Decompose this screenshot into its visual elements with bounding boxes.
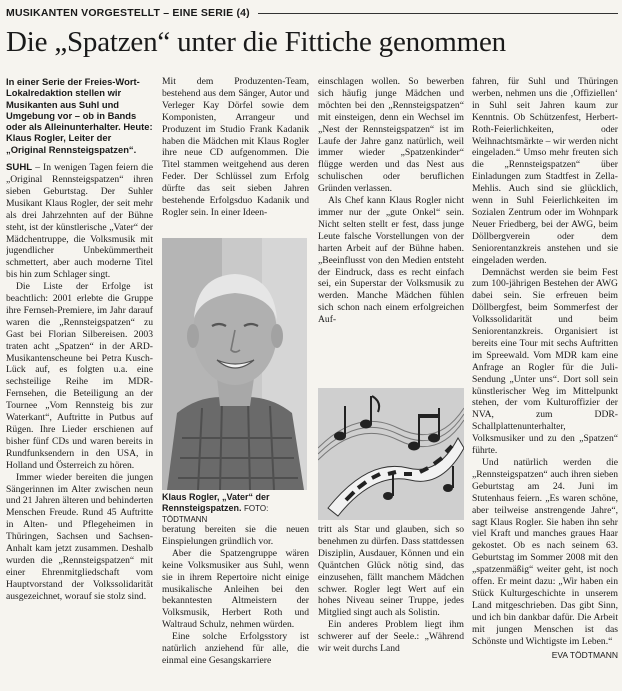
body-paragraph: Aber die Spatzengruppe wären keine Volksmusiker aus Suhl, wenn sie in ihrem Repertoire nicht einige musikalische Anleihen bei den bekanntesten Altmeistern der Volksmusik, Herbert Roth und Waltraud Schulz, nehmen würden. — [162, 547, 309, 631]
portrait-illustration — [162, 238, 307, 490]
body-paragraph: Mit dem Produzenten-Team, bestehend aus dem Sänger, Autor und Verleger Kay Dörfel sowie dem Komponisten, Arrangeur und Produzent im Studio Frank Kadanik haben die Mädchen mit Klaus Rogler ihre neue CD aufgenommen. Die Titel stammen weitgehend aus deren Feder. Der Schlüssel zum Erfolg dürfte das seit sieben Jahren bestehende Erfolgsduo Kadanik und Rogler sein. In einer Ideen- — [162, 76, 309, 218]
body-paragraph: fahren, für Suhl und Thüringen werben, nehmen uns die ‚Offiziellen‘ in Suhl seit Jahren kaum zur Kenntnis. Ob Schützenfest, Herbert-Roth-Feierlichkeiten, oder Weihnachtsmärkte – wir werden nicht eingeladen.“ Umso mehr freuten sich die „Rennsteigspatzen“ über Einladungen zum Stadtfest in Zella-Mehlis. Auch sind sie glücklich, wenn in Suhl Feierlichkeiten im Sozialen Zentrum oder im Wohnpark Neuer Friedberg, bei der AWG, beim Döllbergverein oder dem Seniorentanzkreis anstehen und sie eingeladen werden. — [472, 76, 618, 266]
series-kicker-row — [6, 6, 618, 20]
article-column-1 — [6, 76, 153, 688]
body-text: – In wenigen Tagen feiern die „Original Rennsteigspatzen“ ihren sieben Geburtstag. Der Suhler Musikant Klaus Rogler, der seit mehr als drei Jahrzehnten auf der Bühne steht, ist der künstlerische „Vater“ der Mädchentruppe, die Volksmusik mit jugendlicher Unbekümmertheit schmettert, aber auch moderne Titel bis hin zum Schlager singt. — [6, 162, 153, 281]
headline: Die „Spatzen“ unter die Fittiche genommen — [6, 26, 506, 58]
body-paragraph: Immer wieder bereiten die jungen Sängerinnen im Alter zwischen neun und 21 Jahren älteren und behinderten Menschen Freude. Rund 45 Auftritte in Alten- und Pflegeheimen in Thüringen, Sachsen und Sachsen-Anhalt kam jetzt zusammen. Deshalb wurden die „Rennsteigspatzen“ mit einer Ehrenmitgliedschaft vom Hauptvorstand der Volkssolidarität ausgezeichnet, worauf sie stolz sind. — [6, 471, 153, 602]
portrait-photo — [162, 238, 307, 490]
body-paragraph: Die Liste der Erfolge ist beachtlich: 2001 erlebte die Gruppe ihre Fernseh-Premiere, im Jahr darauf waren die „Rennsteigspatzen“ zu Gast bei Florian Silbereisen. 2003 traten acht „Spatzen“ in der ARD-Musikantenscheune bei Petra Kusch-Lück auf, es folgten u.a. eine sechsteilige Reihe im MDR-Fernsehen, die Beteiligung an der Tournee „Vom Rennsteig bis zur Waterkant“, Auftritte in Putbus auf Rügen. Ihre Lieder erschienen auf bisher fünf CDs und waren bereits in Rundfunksendern in den USA, in Holland und Österreich zu hören. — [6, 281, 153, 471]
kicker-rule — [258, 13, 618, 14]
body-paragraph: Und natürlich werden die „Rennsteigspatzen“ auch ihren sieben Geburtstag am 24. Juni im Stutenhaus feiern. „Es waren schöne, aber teilweise anstrengende Jahre“, sagt Klaus Rogler. Sie haben ihn sehr viel Kraft und manches graues Haar gekostet. Ob es nach seinem 63. Geburtstag im Sommer 2008 mit den „spatzenmäßig“ weiter geht, ist noch offen. Er meint dazu: „Wir haben ein Stück Kulturgeschichte in unserem Land mitgeschrieben. Das gibt Sinn, und ich bin dankbar dafür. Die Arbeit mit jungen Menschen ist das Schönste und Wichtigste im Leben.“ — [472, 457, 618, 647]
article-column-3-continued — [318, 524, 464, 688]
dateline: SUHL — [6, 162, 33, 174]
body-paragraph: Ein anderes Problem liegt ihm schwerer auf der Seele.: „Während wir weit durchs Land — [318, 619, 464, 655]
article-column-2 — [162, 76, 309, 219]
music-notes-illustration — [318, 388, 464, 520]
body-paragraph: Demnächst werden sie beim Fest zum 100-jährigen Bestehen der AWG dabei sein. Sie erfreuen beim Döllbergfest, beim Sommerfest der Volkssolidarität und beim Seniorentanzkreis. Organisiert ist bereits eine Tour mit sechs Auftritten im Spreewald. Vom MDR kam eine Anfrage an Rogler für die Juli-Sendung „Unter uns“. Dort soll sein künstlerischer Weg im Mittelpunkt stehen, der vom Kulturoffizier der NVA, zum DDR-Schallplattenunterhalter, Volksmusiker und zu den „Spatzen“ führte. — [472, 266, 618, 457]
body-paragraph: tritt als Star und glauben, sich so benehmen zu dürfen. Dass stattdessen Disziplin, Ausdauer, Können und ein Quäntchen Glück nötig sind, das einzusehen, fällt manchem Mädchen schwer. Rogler legt Wert auf ein hohes Niveau seiner Truppe, jedes Mitglied singt auch als Solistin. — [318, 524, 464, 619]
series-kicker: MUSIKANTEN VORGESTELLT – EINE SERIE (4) — [6, 7, 250, 19]
music-notes-piano-icon — [318, 388, 464, 520]
body-paragraph: beratung bereiten sie die neuen Einspielungen gründlich vor. — [162, 524, 309, 547]
body-paragraph — [6, 162, 153, 281]
photo-caption — [162, 492, 309, 525]
article-column-4 — [472, 76, 618, 688]
body-paragraph: einschlagen wollen. So bewerben sich häufig junge Mädchen und möchten bei den „Rennsteigspatzen“ mit einsteigen, denn ein Wechsel im „Nest der Rennsteigspatzen“ ist im Laufe der Jahre ganz natürlich, weil immer wieder „Spatzenkinder“ flügge werden und das Nest aus schulischen oder beruflichen Gründen verlassen. — [318, 76, 464, 195]
photo-credit: FOTO: TÖDTMANN — [162, 504, 269, 524]
article-column-2-continued — [162, 524, 309, 688]
photo-caption-text: Klaus Rogler, „Vater“ der Rennsteigspatzen. — [162, 492, 270, 513]
body-paragraph: Eine solche Erfolgsstory ist natürlich anziehend für alle, die einmal eine Gesangskarriere — [162, 631, 309, 666]
author-byline: EVA TÖDTMANN — [551, 649, 618, 660]
intro-text: In einer Serie der Freies-Wort-Lokalredaktion stellen wir Musikanten aus Suhl und Umgebung vor – ob in Bands oder als Alleinunterhalter. Heute: Klaus Rogler, Leiter der „Original Rennsteigspatzen“. — [6, 76, 153, 155]
body-paragraph: Als Chef kann Klaus Rogler nicht immer nur der „gute Onkel“ sein. Nicht selten stellt er fest, dass junge Leute falsche Vorstellungen von der harten Arbeit auf der Bühne haben. „Beeinflusst von den Medien entsteht der Eindruck, dass es recht einfach sei, ein Superstar der Volksmusik zu werden. Manche Mädchen fühlen sich schon nach einem erfolgreichen Auf- — [318, 195, 464, 326]
article-column-3 — [318, 76, 464, 326]
